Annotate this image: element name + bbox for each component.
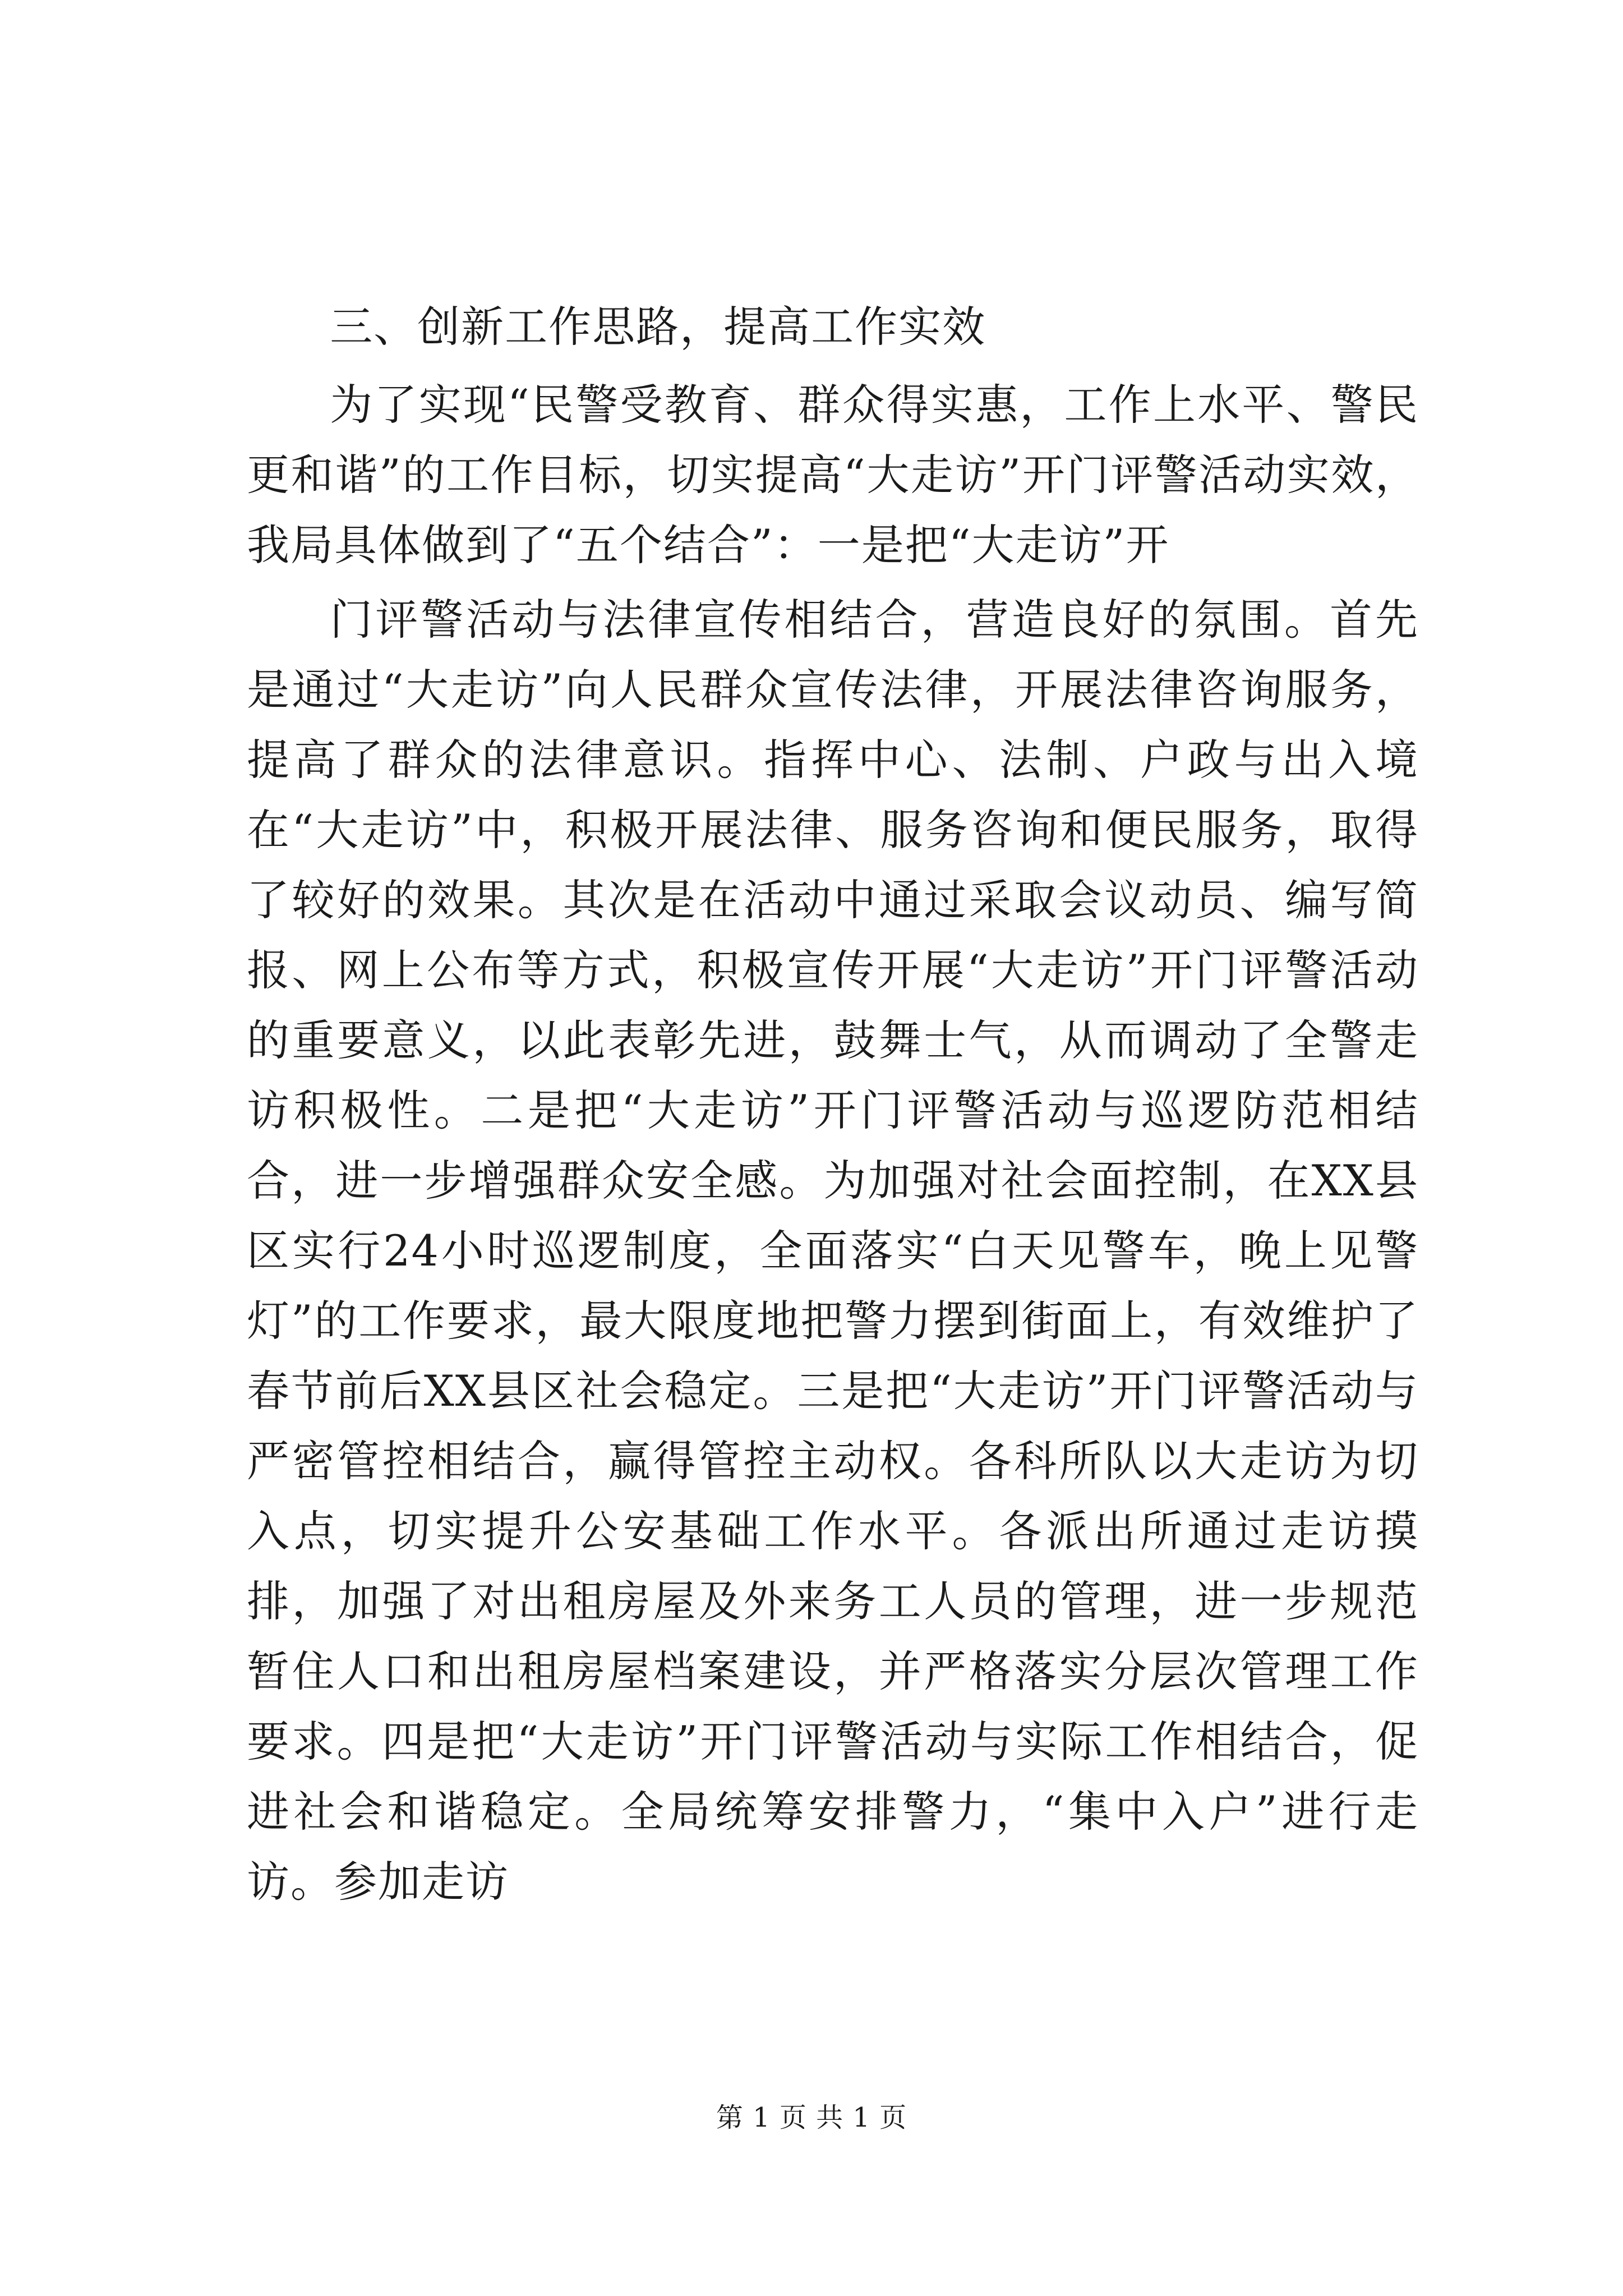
paragraph-1: 为了实现“民警受教育、群众得实惠，工作上水平、警民更和谐”的工作目标，切实提高“大走访”开门评警活动实效，我局具体做到了“五个结合”：一是把“大走访”开 — [247, 380, 1419, 570]
document-body — [247, 292, 1419, 1921]
paragraph-2: 门评警活动与法律宣传相结合，营造良好的氛围。首先是通过“大走访”向人民群众宣传法律，开展法律咨询服务，提高了群众的法律意识。指挥中心、法制、户政与出入境在“大走访”中，积极开展法律、服务咨询和便民服务，取得了较好的效果。其次是在活动中通过采取会议动员、编写简报、网上公布等方式，积极宣传开展“大走访”开门评警活动的重要意义，以此表彰先进，鼓舞士气，从而调动了全警走访积极性。二是把“大走访”开门评警活动与巡逻防范相结合，进一步增强群众安全感。为加强对社会面控制，在XX县区实行24小时巡逻制度，全面落实“白天见警车，晚上见警灯”的工作要求，最大限度地把警力摆到街面上，有效维护了春节前后XX县区社会稳定。三是把“大走访”开门评警活动与严密管控相结合，赢得管控主动权。各科所队以大走访为切入点，切实提升公安基础工作水平。各派出所通过走访摸排，加强了对出租房屋及外来务工人员的管理，进一步规范暂住人口和出租房屋档案建设，并严格落实分层次管理工作要求。四是把“大走访”开门评警活动与实际工作相结合，促进社会和谐稳定。全局统筹安排警力，“集中入户”进行走访。参加走访 — [247, 595, 1419, 1907]
section-heading: 三、创新工作思路，提高工作实效 — [330, 302, 986, 352]
page-footer: 第 1 页 共 1 页 — [716, 2102, 907, 2133]
